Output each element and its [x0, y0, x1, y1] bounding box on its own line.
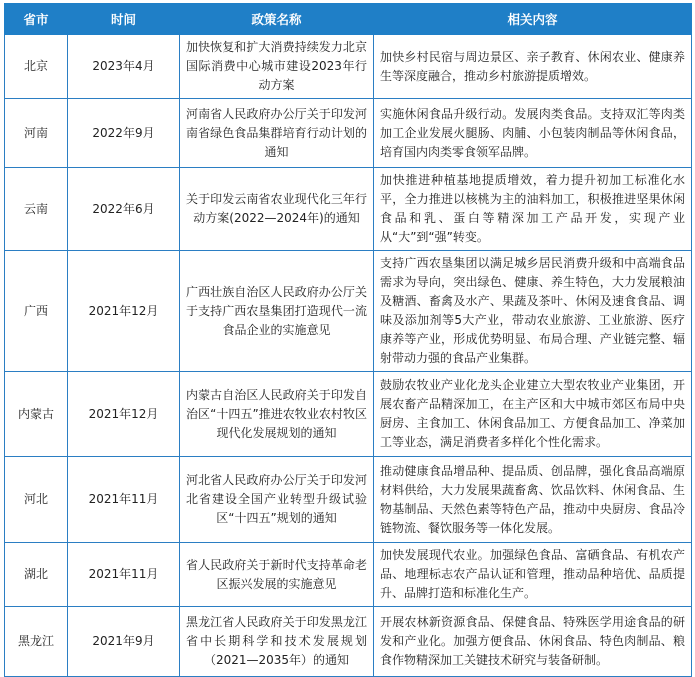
cell-content: 开展农林新资源食品、保健食品、特殊医学用途食品的研发和产业化。加强方便食品、休闲食品、特色肉制品、粮食作物精深加工关键技术研究与装备研制。 [374, 607, 692, 677]
cell-policy: 河北省人民政府办公厅关于印发河北省建设全国产业转型升级试验区“十四五”规划的通知 [180, 457, 374, 543]
cell-policy: 关于印发云南省农业现代化三年行动方案(2022—2024年)的通知 [180, 168, 374, 251]
table-row [5, 35, 692, 99]
cell-province: 北京 [5, 35, 68, 99]
header-policy: 政策名称 [180, 4, 374, 35]
cell-province: 河北 [5, 457, 68, 543]
header-content: 相关内容 [374, 4, 692, 35]
cell-time: 2022年9月 [68, 99, 180, 168]
cell-time: 2022年6月 [68, 168, 180, 251]
policy-table [4, 3, 692, 677]
cell-time: 2021年12月 [68, 251, 180, 372]
cell-province: 湖北 [5, 543, 68, 607]
cell-content: 加快推进种植基地提质增效，着力提升初加工标准化水平，全力推进以核桃为主的油料加工，积极推进坚果休闲食品和乳、蛋白等精深加工产品开发，实现产业从“大”到“强”转变。 [374, 168, 692, 251]
cell-policy: 省人民政府关于新时代支持革命老区振兴发展的实施意见 [180, 543, 374, 607]
cell-content: 鼓励农牧业产业化龙头企业建立大型农牧业产业集团，开展农畜产品精深加工，在主产区和大中城市郊区布局中央厨房、主食加工、休闲食品加工、方便食品加工、净菜加工等业态，满足消费者多样化个性化需求。 [374, 372, 692, 457]
cell-province: 云南 [5, 168, 68, 251]
table-header-row [5, 4, 692, 35]
table-row [5, 372, 692, 457]
cell-policy: 广西壮族自治区人民政府办公厅关于支持广西农垦集团打造现代一流食品企业的实施意见 [180, 251, 374, 372]
cell-time: 2021年12月 [68, 372, 180, 457]
cell-time: 2021年11月 [68, 543, 180, 607]
table-row [5, 457, 692, 543]
cell-province: 黑龙江 [5, 607, 68, 677]
cell-policy: 黑龙江省人民政府关于印发黑龙江省中长期科学和技术发展规划（2021—2035年）的通知 [180, 607, 374, 677]
cell-province: 内蒙古 [5, 372, 68, 457]
table-row [5, 607, 692, 677]
cell-policy: 内蒙古自治区人民政府关于印发自治区“十四五”推进农牧业农村牧区现代化发展规划的通知 [180, 372, 374, 457]
cell-time: 2021年9月 [68, 607, 180, 677]
cell-policy: 加快恢复和扩大消费持续发力北京国际消费中心城市建设2023年行动方案 [180, 35, 374, 99]
table-row [5, 251, 692, 372]
table-row [5, 168, 692, 251]
cell-province: 广西 [5, 251, 68, 372]
table-row [5, 99, 692, 168]
header-province: 省市 [5, 4, 68, 35]
header-time: 时间 [68, 4, 180, 35]
cell-content: 加快乡村民宿与周边景区、亲子教育、休闲农业、健康养生等深度融合，推动乡村旅游提质增效。 [374, 35, 692, 99]
cell-content: 加快发展现代农业。加强绿色食品、富硒食品、有机农产品、地理标志农产品认证和管理，推动品种培优、品质提升、品牌打造和标准化生产。 [374, 543, 692, 607]
cell-policy: 河南省人民政府办公厅关于印发河南省绿色食品集群培育行动计划的通知 [180, 99, 374, 168]
cell-content: 实施休闲食品升级行动。发展肉类食品。支持双汇等肉类加工企业发展火腿肠、肉脯、小包装肉制品等休闲食品，培育国内肉类零食领军品牌。 [374, 99, 692, 168]
cell-content: 支持广西农垦集团以满足城乡居民消费升级和中高端食品需求为导向，突出绿色、健康、养生特色，大力发展粮油及糖酒、畜禽及水产、果蔬及茶叶、休闲及速食食品、调味及添加剂等5大产业，带动农业旅游、工业旅游、医疗康养等产业，形成优势明显、布局合理、产业链完整、辐射带动力强的食品产业集群。 [374, 251, 692, 372]
table-row [5, 543, 692, 607]
cell-time: 2023年4月 [68, 35, 180, 99]
cell-content: 推动健康食品增品种、提品质、创品牌，强化食品高端原材料供给，大力发展果蔬畜禽、饮品饮料、休闲食品、生物基制品、天然色素等特色产品，推动中央厨房、食品冷链物流、餐饮服务等一体化发展。 [374, 457, 692, 543]
policy-table-wrapper [4, 3, 691, 677]
cell-time: 2021年11月 [68, 457, 180, 543]
cell-province: 河南 [5, 99, 68, 168]
